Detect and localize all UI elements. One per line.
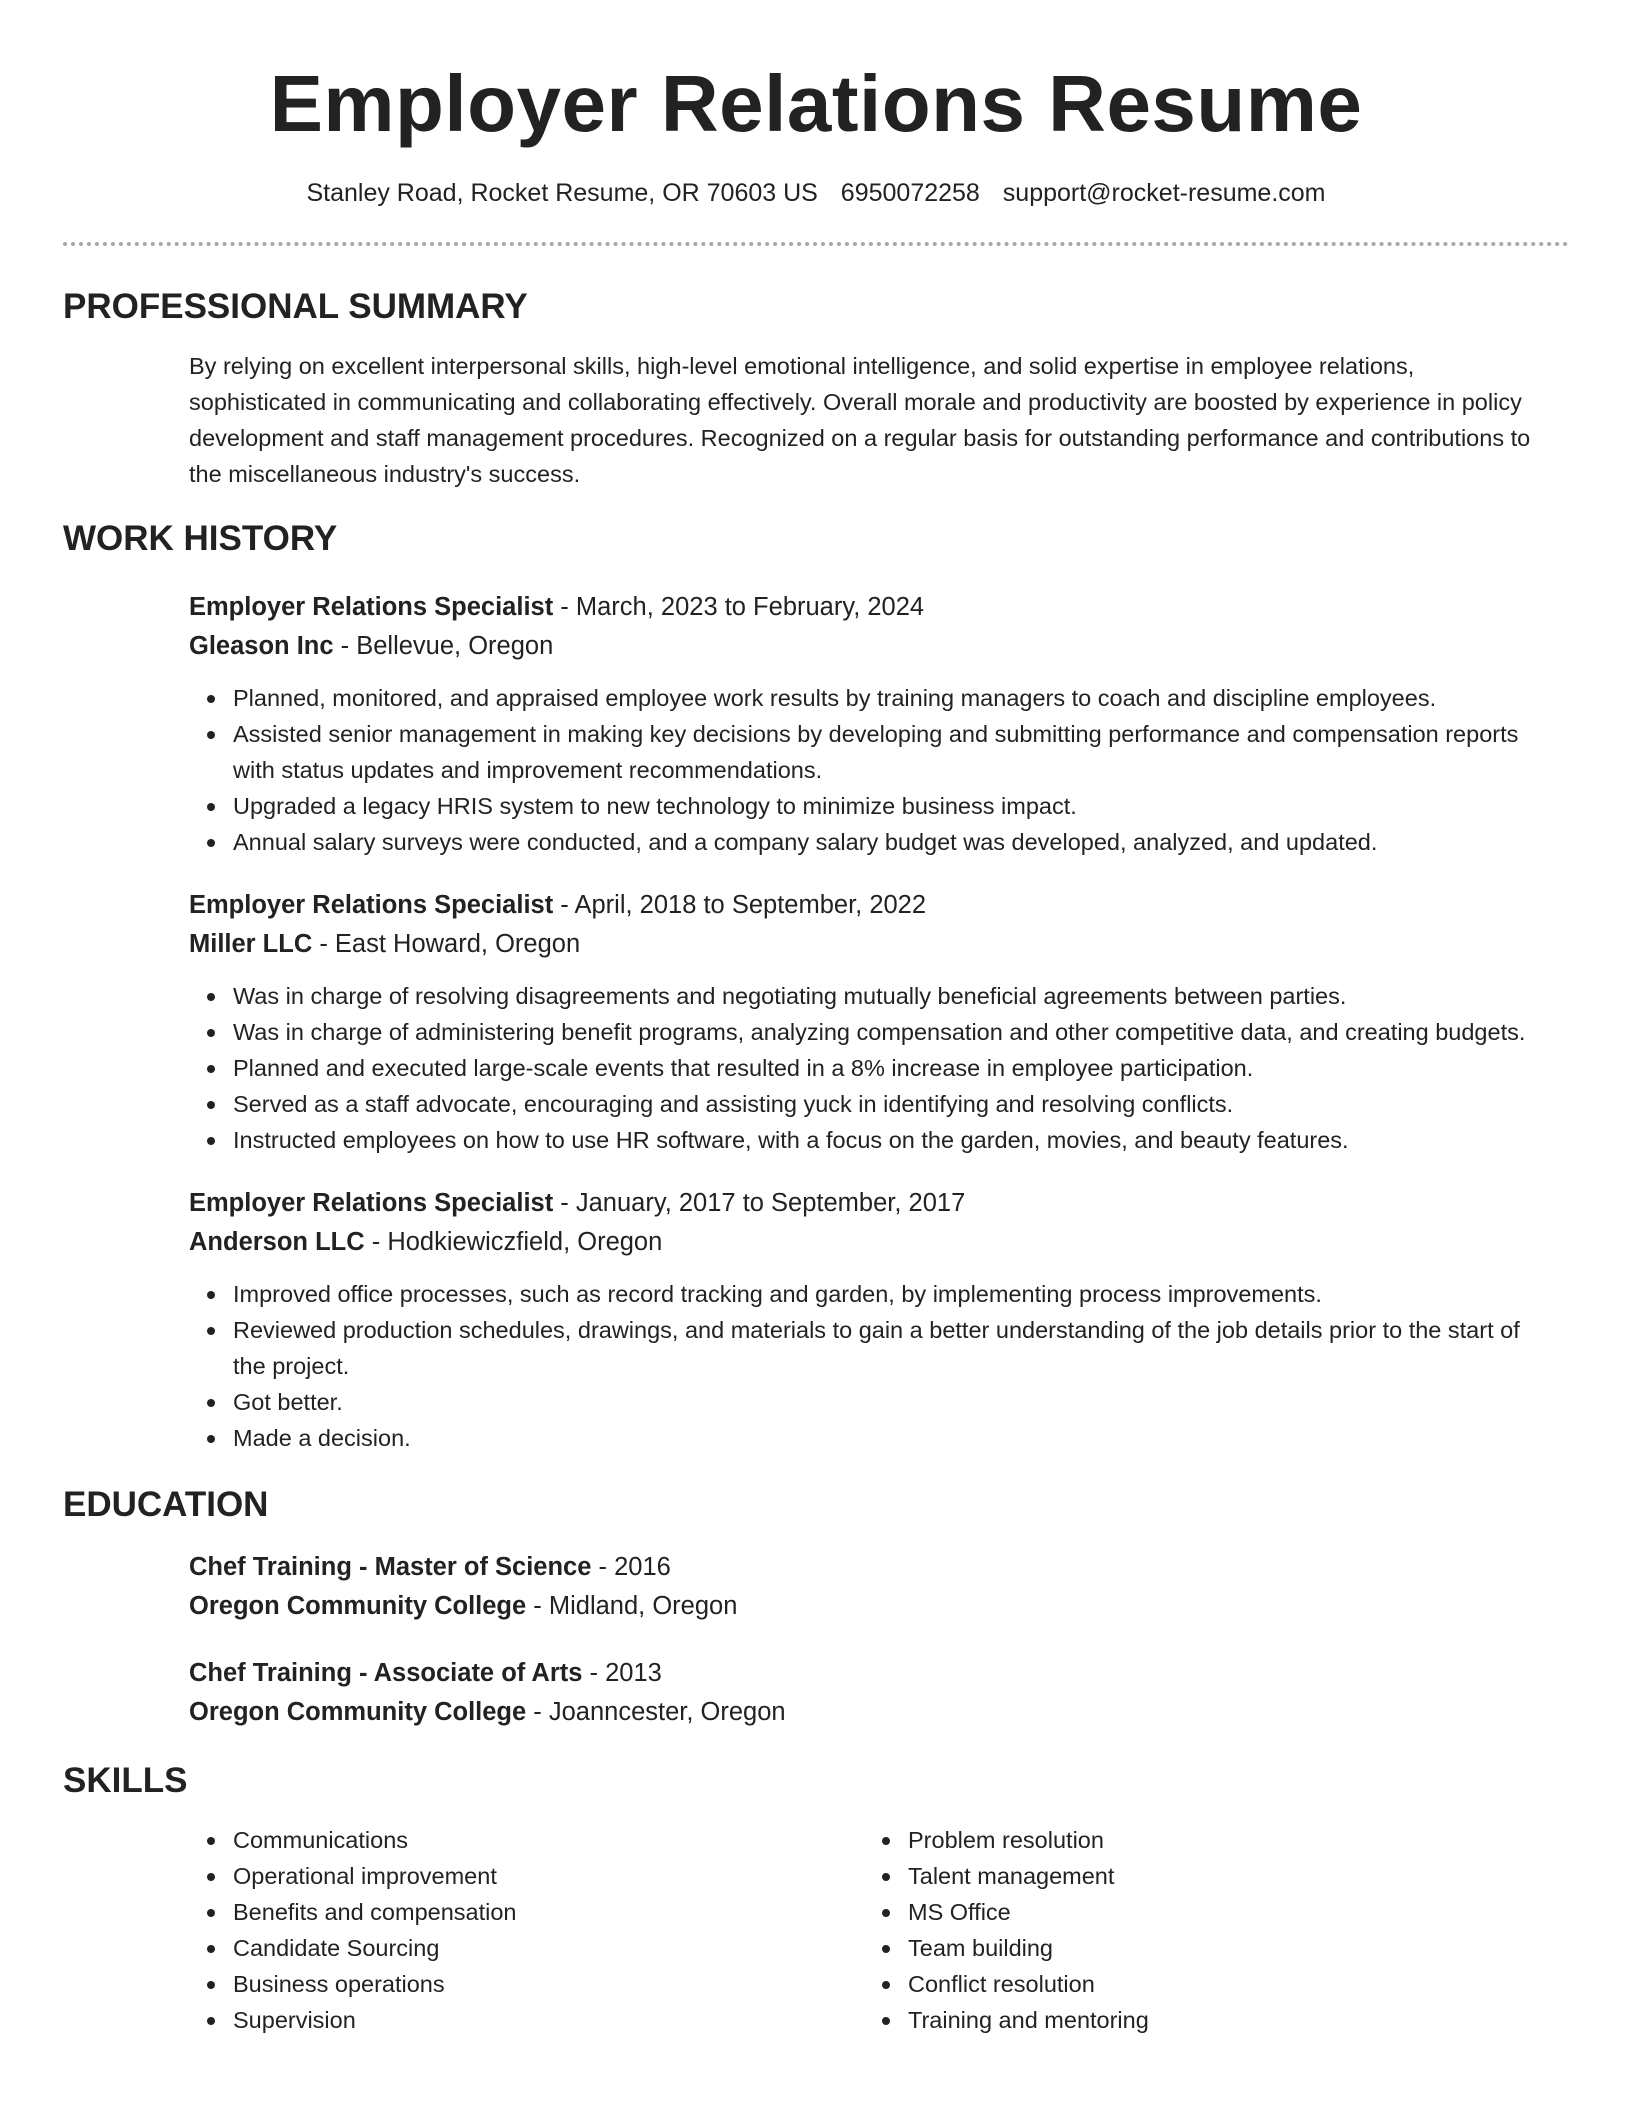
job-company-line <box>189 627 1539 666</box>
skill-item: Benefits and compensation <box>233 1894 864 1930</box>
skill-item: Communications <box>233 1822 864 1858</box>
education-school-line <box>189 1693 1539 1732</box>
job-title-line <box>189 1184 1539 1223</box>
skill-item: Business operations <box>233 1966 864 2002</box>
list-item: Upgraded a legacy HRIS system to new technology to minimize business impact. <box>233 788 1539 824</box>
list-item: Reviewed production schedules, drawings, and materials to gain a better understanding of the job details prior to the start of the project. <box>233 1312 1539 1384</box>
job-location: - East Howard, Oregon <box>312 930 581 958</box>
list-item: Was in charge of administering benefit programs, analyzing compensation and other competitive data, and creating budgets. <box>233 1014 1539 1050</box>
education-degree-line <box>189 1654 1539 1693</box>
job-title-line <box>189 886 1539 925</box>
job-bullets <box>189 680 1539 860</box>
education-school: Oregon Community College <box>189 1698 527 1726</box>
summary-heading: PROFESSIONAL SUMMARY <box>63 287 528 326</box>
list-item: Planned and executed large-scale events that resulted in a 8% increase in employee participation. <box>233 1050 1539 1086</box>
job-role: Employer Relations Specialist <box>189 891 554 919</box>
job-dates: - March, 2023 to February, 2024 <box>553 593 925 621</box>
job-location: - Hodkiewiczfield, Oregon <box>364 1228 663 1256</box>
job-company: Anderson LLC <box>189 1228 365 1256</box>
skill-item: Supervision <box>233 2002 864 2038</box>
job-company: Miller LLC <box>189 930 313 958</box>
job-company-line <box>189 1223 1539 1262</box>
contact-line <box>63 178 1569 208</box>
job-entry <box>189 886 1539 1158</box>
list-item: Served as a staff advocate, encouraging and assisting yuck in identifying and resolving conflicts. <box>233 1086 1539 1122</box>
list-item: Instructed employees on how to use HR software, with a focus on the garden, movies, and beauty features. <box>233 1122 1539 1158</box>
job-entry <box>189 588 1539 860</box>
skills-column-right <box>864 1822 1539 2038</box>
job-bullets <box>189 1276 1539 1456</box>
skill-item: MS Office <box>908 1894 1539 1930</box>
education-degree: Chef Training - Master of Science <box>189 1553 592 1581</box>
education-entry <box>189 1654 1539 1732</box>
education-section <box>63 1484 1569 1732</box>
education-location: - Midland, Oregon <box>526 1592 738 1620</box>
job-dates: - April, 2018 to September, 2022 <box>553 891 927 919</box>
work-history-heading: WORK HISTORY <box>63 519 338 558</box>
list-item: Assisted senior management in making key decisions by developing and submitting performance and compensation reports with status updates and improvement recommendations. <box>233 716 1539 788</box>
skill-item: Candidate Sourcing <box>233 1930 864 1966</box>
job-title-line <box>189 588 1539 627</box>
education-entry <box>189 1548 1539 1626</box>
list-item: Made a decision. <box>233 1420 1539 1456</box>
list-item: Got better. <box>233 1384 1539 1420</box>
skills-section <box>63 1760 1569 2038</box>
job-role: Employer Relations Specialist <box>189 593 554 621</box>
list-item: Was in charge of resolving disagreements and negotiating mutually beneficial agreements between parties. <box>233 978 1539 1014</box>
skills-list-right <box>864 1822 1539 2038</box>
skills-list-left <box>189 1822 864 2038</box>
education-heading: EDUCATION <box>63 1485 269 1524</box>
contact-phone: 6950072258 <box>840 179 980 207</box>
education-degree: Chef Training - Associate of Arts <box>189 1659 583 1687</box>
contact-email: support@rocket-resume.com <box>1002 179 1326 207</box>
summary-text: By relying on excellent interpersonal skills, high-level emotional intelligence, and solid expertise in employee relations, sophisticated in communicating and collaborating effectively. Overall morale and productivity are boosted by experience in policy development and staff management procedures. Recognized on a regular basis for outstanding performance and contributions to the miscellaneous industry's success. <box>189 353 1531 487</box>
skill-item: Conflict resolution <box>908 1966 1539 2002</box>
job-entry <box>189 1184 1539 1456</box>
header-divider <box>63 242 1569 246</box>
education-year: - 2013 <box>582 1659 662 1687</box>
summary-section <box>63 286 1569 492</box>
skills-heading: SKILLS <box>63 1761 188 1800</box>
skills-grid <box>189 1822 1539 2038</box>
education-year: - 2016 <box>591 1553 671 1581</box>
resume-title: Employer Relations Resume <box>269 59 1363 148</box>
work-history-section <box>63 518 1569 1456</box>
skill-item: Training and mentoring <box>908 2002 1539 2038</box>
job-role: Employer Relations Specialist <box>189 1189 554 1217</box>
skill-item: Talent management <box>908 1858 1539 1894</box>
list-item: Planned, monitored, and appraised employee work results by training managers to coach and discipline employees. <box>233 680 1539 716</box>
list-item: Improved office processes, such as record tracking and garden, by implementing process improvements. <box>233 1276 1539 1312</box>
skill-item: Operational improvement <box>233 1858 864 1894</box>
education-degree-line <box>189 1548 1539 1587</box>
job-dates: - January, 2017 to September, 2017 <box>553 1189 966 1217</box>
contact-address: Stanley Road, Rocket Resume, OR 70603 US <box>306 179 818 207</box>
job-location: - Bellevue, Oregon <box>333 632 554 660</box>
skill-item: Team building <box>908 1930 1539 1966</box>
education-location: - Joanncester, Oregon <box>526 1698 786 1726</box>
job-bullets <box>189 978 1539 1158</box>
job-company-line <box>189 925 1539 964</box>
list-item: Annual salary surveys were conducted, and a company salary budget was developed, analyzed, and updated. <box>233 824 1539 860</box>
skills-column-left <box>189 1822 864 2038</box>
education-school-line <box>189 1587 1539 1626</box>
job-company: Gleason Inc <box>189 632 334 660</box>
skill-item: Problem resolution <box>908 1822 1539 1858</box>
education-school: Oregon Community College <box>189 1592 527 1620</box>
